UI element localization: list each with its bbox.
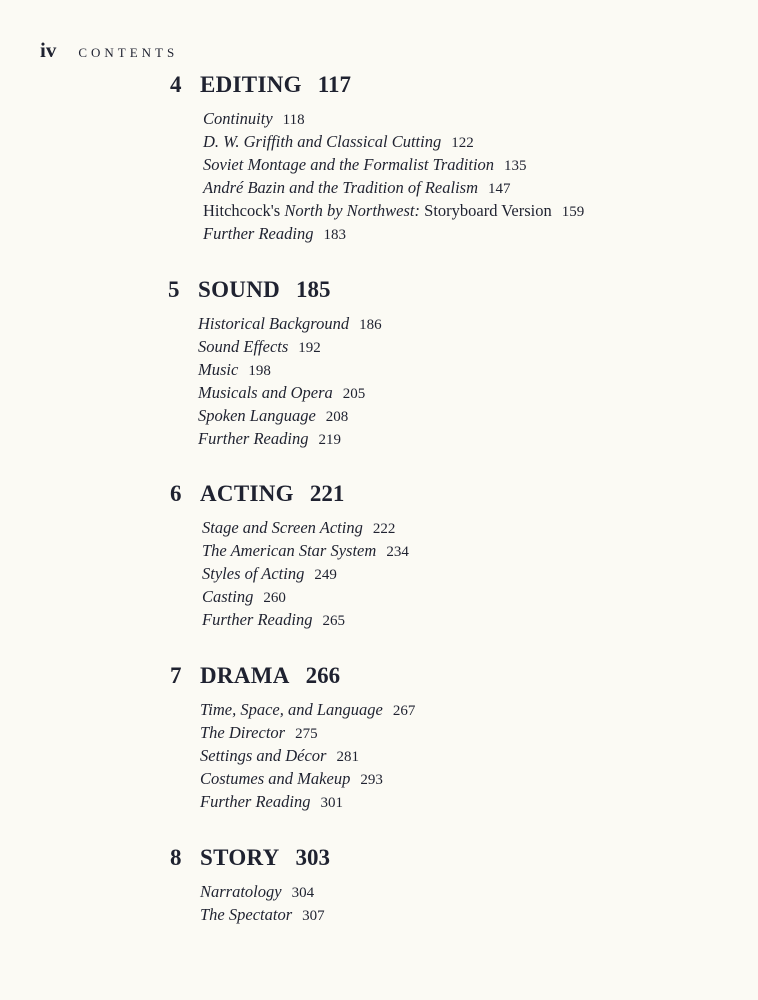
entry-title: Time, Space, and Language xyxy=(200,700,383,719)
entry-page: 281 xyxy=(336,749,359,765)
entry-title: Sound Effects xyxy=(198,337,289,356)
toc-entry[interactable] xyxy=(203,200,584,223)
chapter-heading xyxy=(170,481,409,507)
entry-page: 118 xyxy=(282,112,305,128)
entry-page: 260 xyxy=(263,590,286,606)
entry-title xyxy=(203,201,552,220)
chapter-page: 303 xyxy=(295,845,331,870)
entry-title-italic: North by Northwest: xyxy=(284,201,421,220)
entry-page: 198 xyxy=(248,363,271,379)
entry-title: Costumes and Makeup xyxy=(200,769,351,788)
toc-entry[interactable] xyxy=(203,154,584,177)
chapter-number: 5 xyxy=(168,277,180,302)
toc-entry[interactable] xyxy=(200,768,415,791)
section-label: CONTENTS xyxy=(78,45,179,60)
toc-entry[interactable] xyxy=(198,405,382,428)
toc-entry[interactable] xyxy=(202,540,409,563)
entry-page: 147 xyxy=(488,181,511,197)
toc-entry[interactable] xyxy=(198,313,382,336)
entry-title: Styles of Acting xyxy=(202,564,305,583)
entry-title: André Bazin and the Tradition of Realism xyxy=(203,178,478,197)
entry-title: Narratology xyxy=(200,882,282,901)
entry-page: 304 xyxy=(291,885,315,901)
entry-list xyxy=(200,699,415,814)
chapter-heading xyxy=(170,845,330,871)
toc-entry[interactable] xyxy=(198,336,382,359)
chapter-6 xyxy=(170,481,409,632)
entry-title-suffix: Storyboard Version xyxy=(420,201,552,220)
toc-entry[interactable] xyxy=(200,881,330,904)
entry-page: 275 xyxy=(295,726,318,742)
entry-list xyxy=(200,881,330,927)
entry-page: 222 xyxy=(372,521,396,537)
entry-page: 267 xyxy=(392,703,416,719)
toc-entry[interactable] xyxy=(203,108,584,131)
chapter-heading xyxy=(170,663,415,689)
entry-title: The Director xyxy=(200,723,286,742)
entry-page: 205 xyxy=(342,386,366,402)
entry-title: Further Reading xyxy=(202,610,313,629)
entry-title-prefix: Hitchcock's xyxy=(203,201,285,220)
entry-title: Music xyxy=(198,360,239,379)
entry-list xyxy=(202,517,409,632)
entry-title: Casting xyxy=(202,587,254,606)
chapter-7 xyxy=(170,663,415,814)
toc-entry[interactable] xyxy=(202,563,409,586)
entry-title: Further Reading xyxy=(203,224,314,243)
chapter-page: 221 xyxy=(309,481,345,506)
chapter-title: EDITING xyxy=(200,72,302,97)
entry-title: D. W. Griffith and Classical Cutting xyxy=(203,132,442,151)
entry-title: Stage and Screen Acting xyxy=(202,518,363,537)
chapter-page: 185 xyxy=(296,277,331,302)
toc-entry[interactable] xyxy=(200,722,415,745)
toc-entry[interactable] xyxy=(200,699,415,722)
entry-page: 234 xyxy=(386,544,409,560)
chapter-heading xyxy=(168,277,382,303)
toc-entry[interactable] xyxy=(203,131,584,154)
entry-page: 249 xyxy=(314,567,337,583)
page-folio: iv xyxy=(40,38,57,62)
entry-title: Further Reading xyxy=(198,429,309,448)
entry-title: Spoken Language xyxy=(198,406,316,425)
toc-entry[interactable] xyxy=(202,609,409,632)
chapter-heading xyxy=(170,72,584,98)
toc-entry[interactable] xyxy=(200,791,415,814)
toc-entry[interactable] xyxy=(202,517,409,540)
chapter-4 xyxy=(170,72,584,246)
entry-page: 208 xyxy=(325,409,349,425)
entry-title: Continuity xyxy=(203,109,273,128)
entry-title: Musicals and Opera xyxy=(198,383,333,402)
toc-entry[interactable] xyxy=(203,177,584,200)
chapter-number: 7 xyxy=(170,663,182,688)
chapter-number: 4 xyxy=(170,72,182,97)
entry-title: Soviet Montage and the Formalist Tradition xyxy=(203,155,495,174)
entry-page: 183 xyxy=(323,227,346,243)
chapter-title: DRAMA xyxy=(200,663,290,688)
chapter-number: 6 xyxy=(170,481,182,506)
chapter-page: 266 xyxy=(305,663,341,688)
entry-title: Further Reading xyxy=(200,792,311,811)
chapter-title: STORY xyxy=(200,845,280,870)
toc-entry[interactable] xyxy=(198,428,382,451)
chapter-number: 8 xyxy=(170,845,182,870)
chapter-title: ACTING xyxy=(200,481,294,506)
entry-page: 301 xyxy=(320,795,343,811)
entry-title: Historical Background xyxy=(198,314,350,333)
entry-page: 186 xyxy=(359,317,382,333)
chapter-8 xyxy=(170,845,330,927)
chapter-page: 117 xyxy=(317,72,352,97)
entry-page: 192 xyxy=(298,340,321,356)
entry-title: The American Star System xyxy=(202,541,377,560)
toc-entry[interactable] xyxy=(202,586,409,609)
toc-entry[interactable] xyxy=(198,382,382,405)
entry-list xyxy=(198,313,382,451)
running-head xyxy=(40,38,178,63)
entry-page: 135 xyxy=(504,158,527,174)
entry-page: 265 xyxy=(322,613,345,629)
entry-title: Settings and Décor xyxy=(200,746,327,765)
entry-page: 307 xyxy=(302,908,325,924)
chapter-5 xyxy=(168,277,382,451)
entry-title: The Spectator xyxy=(200,905,293,924)
entry-page: 219 xyxy=(318,432,341,448)
chapter-title: SOUND xyxy=(198,277,281,302)
entry-page: 159 xyxy=(561,204,585,220)
toc-entry[interactable] xyxy=(200,904,330,927)
entry-list xyxy=(203,108,584,246)
toc-entry[interactable] xyxy=(198,359,382,382)
toc-entry[interactable] xyxy=(200,745,415,768)
entry-page: 293 xyxy=(360,772,383,788)
toc-entry[interactable] xyxy=(203,223,584,246)
entry-page: 122 xyxy=(451,135,474,151)
